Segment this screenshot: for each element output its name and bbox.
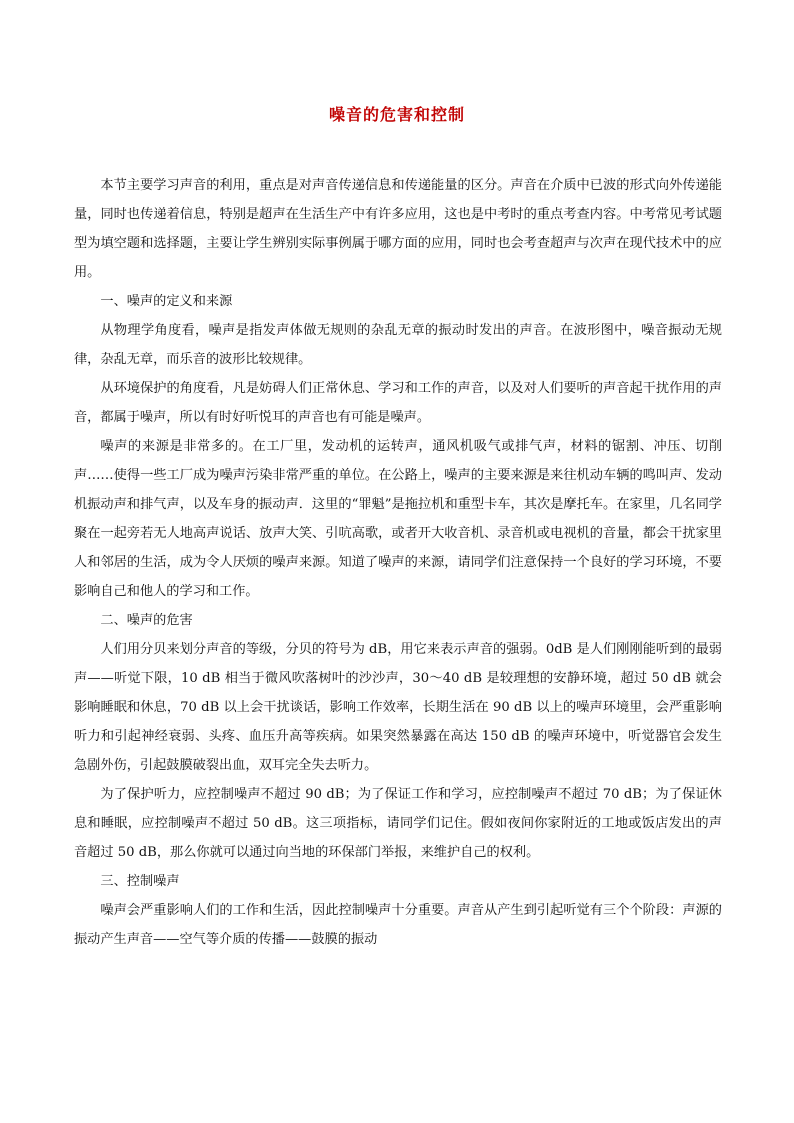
paragraph-decibel-levels: 人们用分贝来划分声音的等级，分贝的符号为 dB，用它来表示声音的强弱。0dB 是人们刚刚能听到的最弱声——听觉下限，10 dB 相当于微风吹落树叶的沙沙声，30～40 dB 是较理想的安静环境，超过 50 dB 就会影响睡眠和休息，70 dB 以上会干扰谈话，影响工作效率，长期生活在 90 dB 以上的噪声环境里，会严重影响听力和引起神经衰弱、头疼、血压升高等疾病。如果突然暴露在高达 150 dB 的噪声环境中，听觉器官会发生急剧外伤，引起鼓膜破裂出血，双耳完全失去听力。 <box>74 642 722 773</box>
section-heading-harm: 二、噪声的危害 <box>100 613 193 628</box>
paragraph-control-noise: 噪声会严重影响人们的工作和生活，因此控制噪声十分重要。声音从产生到引起听觉有三个个阶段：声源的振动产生声音——空气等介质的传播——鼓膜的振动 <box>74 903 722 947</box>
paragraph-physics-definition: 从物理学角度看，噪声是指发声体做无规则的杂乱无章的振动时发出的声音。在波形图中，噪音振动无规律，杂乱无章，而乐音的波形比较规律。 <box>74 323 722 367</box>
page-title: 噪音的危害和控制 <box>328 105 465 124</box>
paragraph-environment-definition: 从环境保护的角度看，凡是妨碍人们正常休息、学习和工作的声音，以及对人们要听的声音起干扰作用的声音，都属于噪声，所以有时好听悦耳的声音也有可能是噪声。 <box>74 381 722 425</box>
section-heading-control: 三、控制噪声 <box>100 874 180 889</box>
paragraph-noise-limits: 为了保护听力，应控制噪声不超过 90 dB；为了保证工作和学习，应控制噪声不超过 70 dB；为了保证休息和睡眠，应控制噪声不超过 50 dB。这三项指标，请同学们记住。假如夜间你家附近的工地或饭店发出的声音超过 50 dB，那么你就可以通过向当地的环保部门举报，来维护自己的权利。 <box>74 787 722 860</box>
section-heading-definition-source: 一、噪声的定义和来源 <box>100 294 233 309</box>
intro-paragraph: 本节主要学习声音的利用，重点是对声音传递信息和传递能量的区分。声音在介质中已波的形式向外传递能量，同时也传递着信息，特别是超声在生活生产中有许多应用，这也是中考时的重点考查内容。中考常见考试题型为填空题和选择题，主要让学生辨别实际事例属于哪方面的应用，同时也会考查超声与次声在现代技术中的应用。 <box>74 178 722 280</box>
paragraph-noise-sources: 噪声的来源是非常多的。在工厂里，发动机的运转声，通风机吸气或排气声，材料的锯割、冲压、切削声……使得一些工厂成为噪声污染非常严重的单位。在公路上，噪声的主要来源是来往机动车辆的鸣叫声、发动机振动声和排气声，以及车身的振动声．这里的“罪魁”是拖拉机和重型卡车，其次是摩托车。在家里，几名同学聚在一起旁若无人地高声说话、放声大笑、引吭高歌，或者开大收音机、录音机或电视机的音量，都会干扰家里人和邻居的生活，成为令人厌烦的噪声来源。知道了噪声的来源，请同学们注意保持一个良好的学习环境，不要影响自己和他人的学习和工作。 <box>74 439 722 599</box>
document-body <box>74 171 722 954</box>
